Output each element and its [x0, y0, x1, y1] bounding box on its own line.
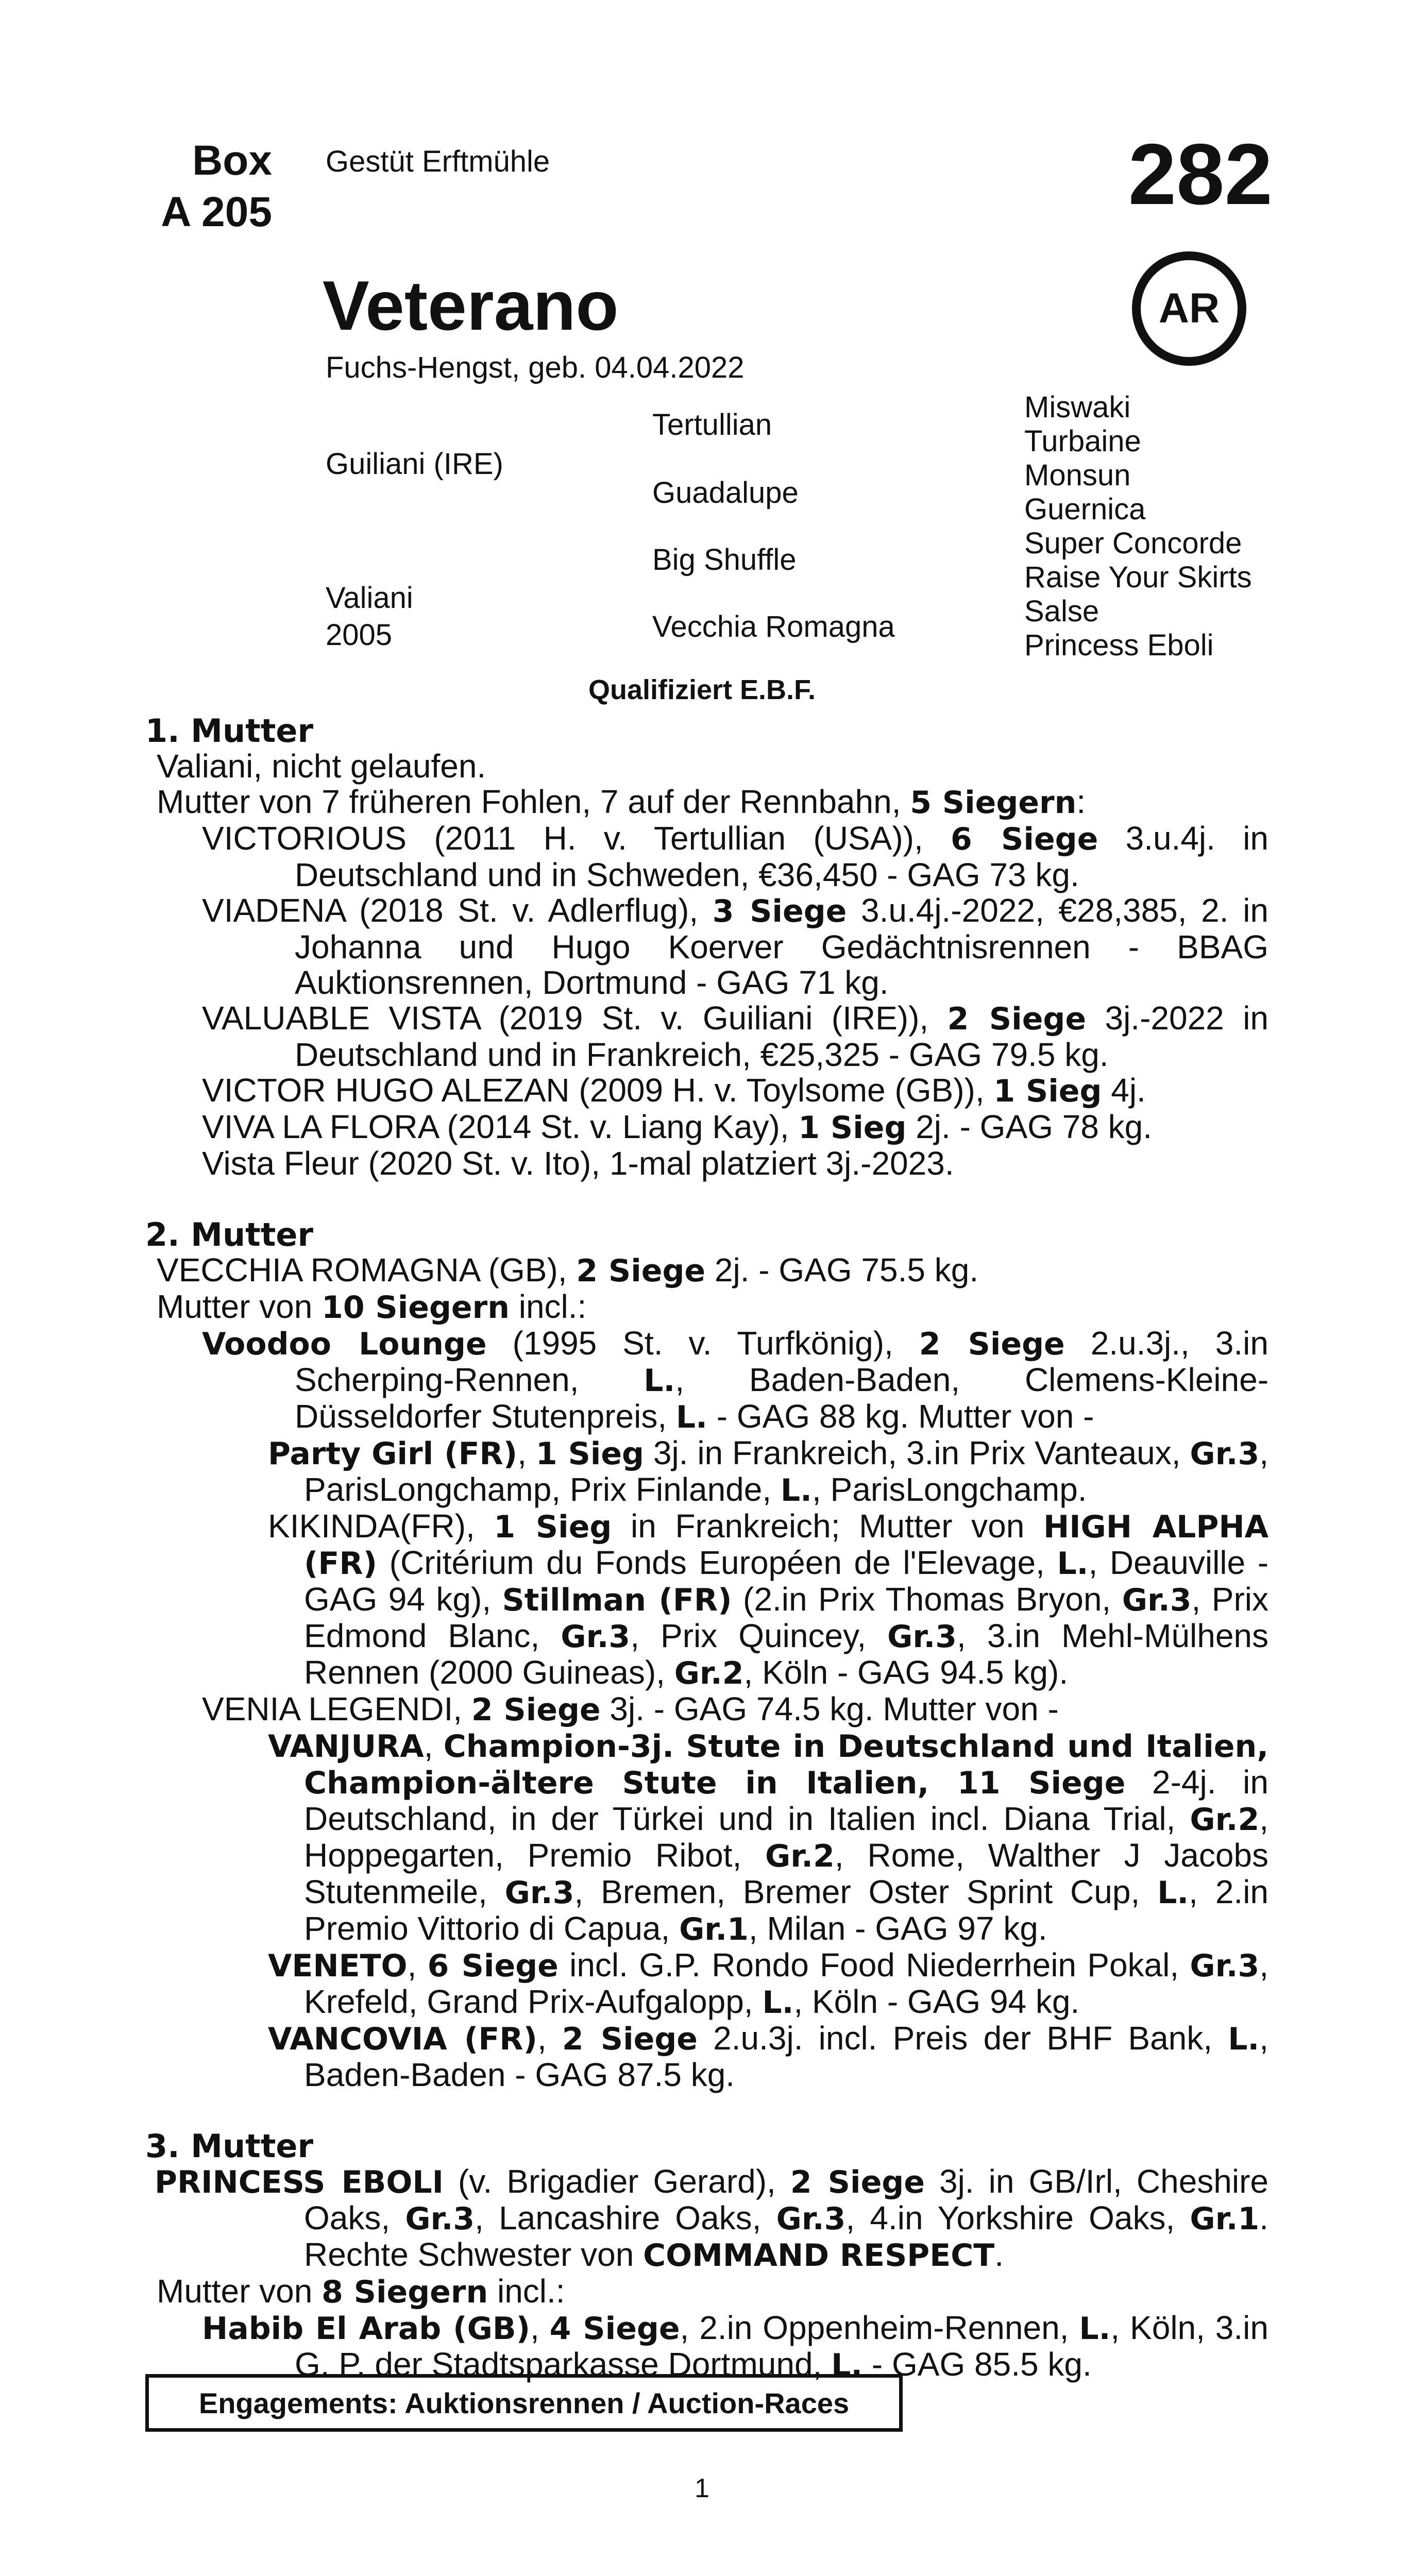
pedigree-grandparent: Guadalupe	[652, 476, 799, 510]
text: , Rome, Walther J Jacobs Stutenmeile,	[304, 1837, 1269, 1910]
box-line-1: Box	[192, 137, 272, 184]
bold-text: Gr.2	[674, 1655, 744, 1691]
bold-text: Voodoo Lounge	[202, 1326, 487, 1362]
bold-text: 5 Siegern	[910, 785, 1077, 821]
bold-text: Gr.3	[1190, 1436, 1260, 1472]
dam-lines	[145, 713, 1268, 2383]
breeder: Gestüt Erftmühle	[326, 145, 550, 178]
dam2-line	[145, 1252, 1268, 1289]
text: ,	[530, 2309, 550, 2346]
bold-text: Champion-3j. Stute in Deutschland und Italien, Champion-ältere Stute in Italien, 11 Siege	[304, 1728, 1268, 1801]
text: , Prix Quincey,	[630, 1617, 888, 1654]
text: 4j.	[1102, 1072, 1146, 1109]
bold-text: L.	[831, 2347, 863, 2383]
bold-text: VANJURA	[268, 1728, 424, 1765]
bold-text: Party Girl (FR)	[268, 1436, 518, 1472]
text: , Krefeld, Grand Prix-Aufgalopp,	[304, 1946, 1269, 2020]
text: (Critérium du Fonds Européen de l'Elevage,	[377, 1544, 1057, 1581]
produce-entry	[145, 893, 1268, 1001]
bold-text: 6 Siege	[427, 1948, 559, 1984]
text: Mutter von 7 früheren Fohlen, 7 auf der Rennbahn,	[157, 783, 910, 820]
text: , 2.in Premio Vittorio di Capua,	[304, 1873, 1269, 1947]
text: KIKINDA(FR),	[268, 1507, 494, 1545]
text: incl.:	[509, 1288, 587, 1325]
engagements-text: Engagements: Auktionsrennen / Auction-Races	[198, 2386, 850, 2419]
text: incl. G.P. Rondo Food Niederrhein Pokal,	[558, 1946, 1190, 1984]
text: Valiani, nicht gelaufen.	[157, 748, 486, 785]
pedigree-grandparent: Big Shuffle	[652, 543, 797, 577]
bold-text: HIGH ALPHA (FR)	[304, 1509, 1269, 1582]
text: , 3.in Mehl-Mülhens Rennen (2000 Guineas),	[304, 1617, 1269, 1691]
pedigree-great-grandparent: Princess Eboli	[1024, 629, 1214, 662]
text: VICTOR HUGO ALEZAN (2009 H. v. Toylsome (GB)),	[202, 1072, 994, 1109]
bold-text: VANCOVIA (FR)	[268, 2021, 537, 2057]
bold-text: 4 Siege	[549, 2311, 680, 2347]
pedigree-sire: Guiliani (IRE)	[326, 447, 503, 481]
text: VECCHIA ROMAGNA (GB),	[157, 1251, 577, 1289]
bold-text: 1 Sieg	[798, 1110, 907, 1146]
text: 2-4j. in Deutschland, in der Türkei und in Italien incl. Diana Trial,	[304, 1764, 1268, 1837]
produce-entry	[145, 2310, 1268, 2383]
dam3-line	[145, 2164, 1268, 2274]
text: VICTORIOUS (2011 H. v. Tertullian (USA)),	[202, 820, 951, 857]
dam3-produce-summary	[145, 2274, 1268, 2310]
text: (v. Brigadier Gerard),	[443, 2163, 790, 2200]
bold-text: Gr.3	[561, 1619, 631, 1655]
text: 2.u.3j. incl. Preis der BHF Bank,	[698, 2020, 1228, 2057]
produce-entry	[145, 1691, 1268, 1728]
text: .	[994, 2236, 1004, 2273]
produce-entry-sub	[145, 1728, 1268, 1947]
bold-text: L.	[762, 1985, 794, 2021]
bold-text: Habib El Arab (GB)	[202, 2311, 530, 2347]
ar-badge	[1132, 251, 1246, 366]
pedigree-grandparent: Vecchia Romagna	[652, 610, 895, 643]
text: 3j.-2022 in Deutschland und in Frankreich, €25,325 - GAG 79.5 kg.	[295, 999, 1269, 1073]
bold-text: Gr.3	[1122, 1582, 1192, 1618]
text: , Köln, 3.in G. P. der Stadtsparkasse Dortmund,	[295, 2309, 1268, 2383]
box-line-2: A 205	[161, 189, 272, 235]
pedigree-grandparent: Tertullian	[652, 408, 772, 442]
produce-entry-sub	[145, 1509, 1268, 1691]
bold-text: 8 Siegern	[322, 2274, 488, 2310]
bold-text: 6 Siege	[951, 821, 1098, 857]
bold-text: L.	[1079, 2311, 1111, 2347]
bold-text: 10 Siegern	[322, 1290, 510, 1326]
text: VIVA LA FLORA (2014 St. v. Liang Kay),	[202, 1108, 799, 1145]
text: 3.u.4j.-2022, €28,385, 2. in Johanna und Hugo Koerver Gedächtnisrennen - BBAG Auktionsrennen, Dortmund - GAG 71 kg.	[295, 892, 1268, 1001]
bold-text: Gr.2	[765, 1838, 835, 1874]
bold-text: Stillman (FR)	[502, 1582, 732, 1618]
text: ,	[537, 2020, 562, 2057]
pedigree-great-grandparent: Turbaine	[1024, 425, 1141, 458]
text: 2j. - GAG 78 kg.	[906, 1108, 1153, 1145]
produce-entry	[145, 821, 1268, 893]
text: , 4.in Yorkshire Oaks,	[845, 2199, 1190, 2236]
text: , Deauville - GAG 94 kg),	[304, 1544, 1269, 1618]
section-title-dam1: 1. Mutter	[145, 712, 314, 750]
pedigree-dam: Valiani	[326, 581, 413, 615]
bold-text: Gr.1	[1190, 2201, 1260, 2237]
text: Mutter von	[157, 2273, 322, 2310]
produce-entry	[145, 1146, 1268, 1181]
produce-entry-sub	[145, 2021, 1268, 2093]
bold-text: L.	[675, 1399, 707, 1435]
text: 2.u.3j., 3.in Scherping-Rennen,	[295, 1325, 1268, 1398]
bold-text: 1 Sieg	[993, 1073, 1102, 1109]
horse-name: Veterano	[323, 266, 619, 345]
pedigree-great-grandparent: Raise Your Skirts	[1024, 561, 1252, 594]
bold-text: Gr.2	[1190, 1802, 1260, 1838]
text: (2.in Prix Thomas Bryon,	[732, 1581, 1122, 1618]
text: , Köln - GAG 94 kg.	[793, 1983, 1080, 2020]
text: - GAG 85.5 kg.	[862, 2346, 1092, 2383]
bold-text: Gr.1	[679, 1911, 749, 1947]
text: , Bremen, Bremer Oster Sprint Cup,	[574, 1873, 1158, 1910]
text: Vista Fleur (2020 St. v. Ito), 1-mal platziert 3j.-2023.	[202, 1145, 954, 1182]
bold-text: 1 Sieg	[494, 1509, 612, 1545]
pedigree-great-grandparent: Super Concorde	[1024, 527, 1242, 560]
bold-text: Gr.3	[776, 2201, 846, 2237]
ar-badge-text: AR	[1158, 285, 1220, 332]
dam1-line	[145, 749, 1268, 784]
text: in Frankreich; Mutter von	[612, 1507, 1043, 1545]
text: VIADENA (2018 St. v. Adlerflug),	[202, 892, 713, 929]
produce-entry	[145, 1109, 1268, 1146]
pedigree-great-grandparent: Miswaki	[1024, 391, 1131, 424]
pedigree-great-grandparent: Salse	[1024, 595, 1099, 628]
produce-entry	[145, 1001, 1268, 1073]
bold-text: L.	[1057, 1546, 1089, 1582]
bold-text: 2 Siege	[471, 1692, 601, 1728]
section-title-dam3: 3. Mutter	[145, 2127, 314, 2165]
text: ,	[517, 1434, 536, 1471]
text: (1995 St. v. Turfkönig),	[486, 1325, 919, 1362]
bold-text: L.	[644, 1363, 675, 1399]
bold-text: L.	[1157, 1875, 1189, 1911]
text: , ParisLongchamp.	[811, 1471, 1087, 1508]
bold-text: VENETO	[268, 1948, 408, 1984]
bold-text: COMMAND RESPECT	[643, 2238, 995, 2274]
bold-text: 3 Siege	[712, 893, 847, 929]
text: , Köln - GAG 94.5 kg).	[743, 1654, 1069, 1691]
text: 3j. - GAG 74.5 kg. Mutter von -	[600, 1690, 1059, 1727]
horse-description: Fuchs-Hengst, geb. 04.04.2022	[326, 351, 745, 384]
section-title-dam2: 2. Mutter	[145, 1216, 314, 1253]
page-number: 1	[695, 2473, 709, 2503]
text: , Prix Edmond Blanc,	[304, 1581, 1269, 1654]
text: 3j. in GB/Irl, Cheshire Oaks,	[304, 2163, 1269, 2236]
bold-text: 2 Siege	[576, 1253, 706, 1289]
engagements-box	[145, 2374, 903, 2432]
text: - GAG 88 kg. Mutter von -	[707, 1398, 1094, 1435]
text: . Rechte Schwester von	[304, 2199, 1269, 2273]
bold-text: L.	[780, 1472, 812, 1509]
text: VENIA LEGENDI,	[202, 1690, 471, 1727]
text: , Milan - GAG 97 kg.	[748, 1910, 1047, 1947]
dam1-produce-summary	[145, 784, 1268, 821]
text: VALUABLE VISTA (2019 St. v. Guiliani (IRE)),	[202, 999, 948, 1037]
text: , 2.in Oppenheim-Rennen,	[680, 2309, 1079, 2346]
lot-number: 282	[1128, 126, 1273, 223]
bold-text: 2 Siege	[562, 2021, 698, 2057]
produce-entry-sub	[145, 1947, 1268, 2021]
produce-entry	[145, 1326, 1268, 1435]
text: , Baden-Baden, Clemens-Kleine-Düsseldorfer Stutenpreis,	[295, 1361, 1268, 1435]
bold-text: Gr.3	[504, 1875, 574, 1911]
text: :	[1076, 783, 1086, 820]
text: incl.:	[488, 2273, 565, 2310]
pedigree-great-grandparent: Monsun	[1024, 459, 1131, 492]
qualification: Qualifiziert E.B.F.	[588, 674, 816, 705]
text: 3j. in Frankreich, 3.in Prix Vanteaux,	[644, 1434, 1190, 1471]
text: Mutter von	[157, 1288, 322, 1325]
bold-text: 1 Sieg	[535, 1436, 644, 1472]
bold-text: PRINCESS EBOLI	[155, 2164, 444, 2200]
pedigree-great-grandparent: Guernica	[1024, 493, 1146, 526]
dam2-produce-summary	[145, 1289, 1268, 1326]
text: 3.u.4j. in Deutschland und in Schweden, €36,450 - GAG 73 kg.	[295, 820, 1269, 893]
produce-entry-sub	[145, 1435, 1268, 1509]
bold-text: Gr.3	[887, 1619, 957, 1655]
pedigree-dam-year: 2005	[326, 618, 393, 652]
bold-text: Gr.3	[1190, 1948, 1260, 1984]
bold-text: L.	[1228, 2021, 1260, 2057]
bold-text: 2 Siege	[790, 2164, 925, 2200]
bold-text: 2 Siege	[947, 1001, 1087, 1037]
produce-entry	[145, 1073, 1268, 1109]
text: , ParisLongchamp, Prix Finlande,	[304, 1434, 1269, 1508]
text: , Lancashire Oaks,	[475, 2199, 776, 2236]
text: , Hoppegarten, Premio Ribot,	[304, 1800, 1268, 1874]
text: ,	[424, 1727, 444, 1764]
text: , Baden-Baden - GAG 87.5 kg.	[304, 2020, 1268, 2093]
box-label	[143, 135, 272, 238]
text: ,	[407, 1946, 428, 1984]
bold-text: Gr.3	[405, 2201, 475, 2237]
text: 2j. - GAG 75.5 kg.	[705, 1251, 979, 1289]
bold-text: 2 Siege	[919, 1326, 1065, 1362]
